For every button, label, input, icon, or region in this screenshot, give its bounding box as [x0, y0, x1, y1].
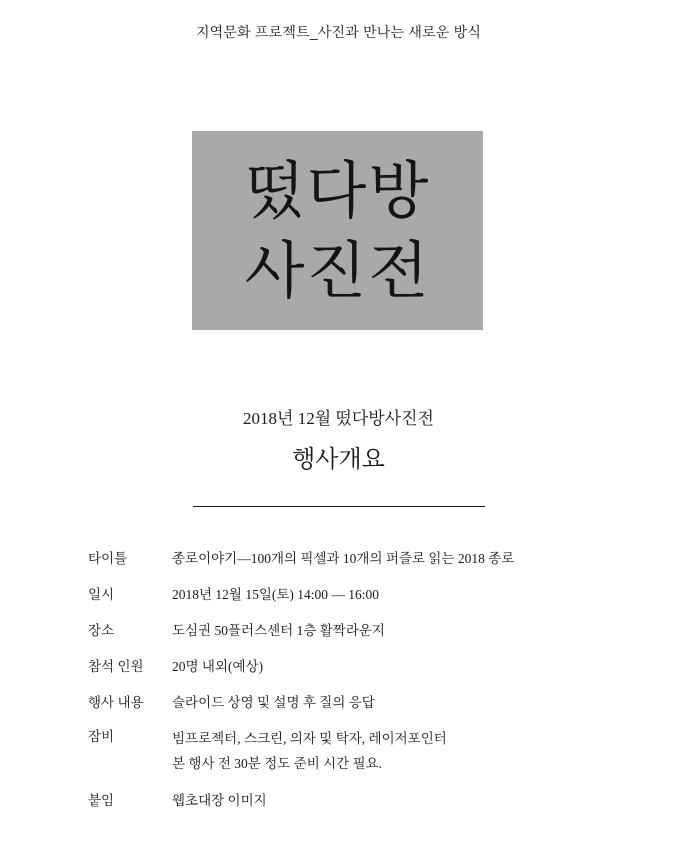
detail-row-venue	[88, 620, 648, 641]
detail-label: 타이틀	[88, 551, 128, 566]
detail-value: 슬라이드 상영 및 설명 후 질의 응답	[172, 695, 375, 710]
detail-value: 종로이야기—100개의 픽셀과 10개의 퍼즐로 읽는 2018 종로	[172, 551, 515, 566]
detail-value: 웹초대장 이미지	[172, 793, 267, 808]
event-details	[88, 548, 648, 826]
event-year-title: 2018년 12월 떴다방사진전	[243, 409, 434, 428]
detail-row-date	[88, 584, 648, 605]
equipment-line: 본 행사 전 30분 정도 준비 시간 필요.	[172, 756, 383, 771]
divider-line	[193, 506, 485, 507]
detail-row-program	[88, 692, 648, 713]
detail-label: 붙임	[88, 793, 115, 808]
detail-value: 20명 내외(예상)	[172, 659, 264, 674]
banner-title-line1: 떴다방	[244, 153, 431, 227]
detail-value: 도심권 50플러스센터 1층 활짝라운지	[172, 623, 385, 638]
detail-label: 잠비	[88, 729, 115, 744]
title-banner	[192, 131, 483, 330]
detail-value: 2018년 12월 15일(토) 14:00 — 16:00	[172, 587, 380, 602]
detail-row-equipment	[88, 726, 648, 776]
detail-label: 일시	[88, 587, 115, 602]
event-heading: 행사개요	[292, 445, 385, 473]
detail-value	[172, 726, 648, 776]
equipment-line: 빔프로젝터, 스크린, 의자 및 탁자, 레이저포인터	[172, 731, 447, 746]
detail-label: 장소	[88, 623, 115, 638]
banner-title-line2: 사진전	[244, 233, 431, 307]
detail-row-attachment	[88, 790, 648, 811]
page-header: 지역문화 프로젝트_사진과 만나는 새로운 방식	[195, 24, 482, 40]
detail-row-title	[88, 548, 648, 569]
detail-label: 참석 인원	[88, 659, 144, 674]
detail-row-attendees	[88, 656, 648, 677]
detail-label: 행사 내용	[88, 695, 144, 710]
